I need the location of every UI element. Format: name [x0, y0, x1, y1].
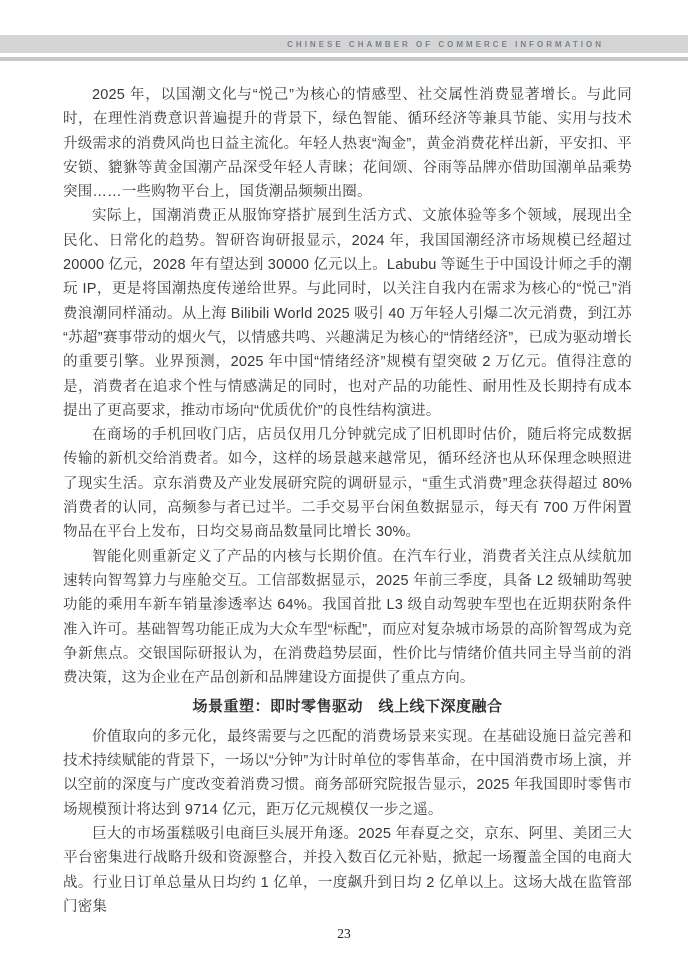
header-rule [0, 57, 688, 61]
article-body [63, 83, 632, 919]
paragraph: 实际上，国潮消费正从服饰穿搭扩展到生活方式、文旅体验等多个领域，展现出全民化、日常化的趋势。智研咨询研报显示，2024 年，我国国潮经济市场规模已经超过 20000 亿元，2028 年有望达到 30000 亿元以上。Labubu 等诞生于中国设计师之手的潮玩 IP，更是将国潮热度传递给世界。与此同时，以关注自我内在需求为核心的“悦己”消费浪潮同样涌动。从上海 Bilibili World 2025 吸引 40 万年轻人引爆二次元消费，到江苏“苏超”赛事带动的烟火气，以情感共鸣、兴趣满足为核心的“情绪经济”，已成为驱动增长的重要引擎。业界预测，2025 年中国“情绪经济”规模有望突破 2 万亿元。值得注意的是，消费者在追求个性与情感满足的同时，也对产品的功能性、耐用性及长期持有成本提出了更高要求，推动市场向“优质优价”的良性结构演进。 [63, 208, 632, 419]
page-number: 23 [337, 926, 351, 941]
header-bar [0, 35, 688, 53]
paragraph: 巨大的市场蛋糕吸引电商巨头展开角逐。2025 年春夏之交，京东、阿里、美团三大平台密集进行战略升级和资源整合，并投入数百亿元补贴，掀起一场覆盖全国的电商大战。行业日订单总量从日均约 1 亿单，一度飙升到日均 2 亿单以上。这场大战在监管部门密集 [63, 825, 632, 915]
paragraph: 价值取向的多元化，最终需要与之匹配的消费场景来实现。在基础设施日益完善和技术持续赋能的背景下，一场以“分钟”为计时单位的零售革命，在中国消费市场上演，并以空前的深度与广度改变着消费习惯。商务部研究院报告显示，2025 年我国即时零售市场规模预计将达到 9714 亿元，距万亿元规模仅一步之遥。 [63, 728, 632, 818]
paragraph: 在商场的手机回收门店，店员仅用几分钟就完成了旧机即时估价，随后将完成数据传输的新机交给消费者。如今，这样的场景越来越常见，循环经济也从环保理念映照进了现实生活。京东消费及产业发展研究院的调研显示，“重生式消费”理念获得超过 80% 消费者的认同，高频参与者已过半。二手交易平台闲鱼数据显示，每天有 700 万件闲置物品在平台上发布，日均交易商品数量同比增长 30%。 [63, 427, 632, 541]
paragraph: 2025 年，以国潮文化与“悦己”为核心的情感型、社交属性消费显著增长。与此同时，在理性消费意识普遍提升的背景下，绿色智能、循环经济等兼具节能、实用与技术升级需求的消费风尚也日益主流化。年轻人热衷“淘金”，黄金消费花样出新，平安扣、平安锁、貔貅等黄金国潮产品深受年轻人青睐；花间颂、谷雨等品牌亦借助国潮单品乘势突围……一些购物平台上，国货潮品频频出圈。 [63, 87, 632, 201]
section-heading: 场景重塑：即时零售驱动 线上线下深度融合 [192, 698, 503, 716]
paragraph: 智能化则重新定义了产品的内核与长期价值。在汽车行业，消费者关注点从续航加速转向智驾算力与座舱交互。工信部数据显示，2025 年前三季度，具备 L2 级辅助驾驶功能的乘用车新车销量渗透率达 64%。我国首批 L3 级自动驾驶车型也在近期获附条件准入许可。基础智驾功能正成为大众车型“标配”，而应对复杂城市场景的高阶智驾成为竞争新焦点。交银国际研报认为，在消费趋势层面，性价比与情绪价值共同主导当前的消费决策，这为企业在产品创新和品牌建设方面提供了重点方向。 [63, 548, 632, 687]
header-title: CHINESE CHAMBER OF COMMERCE INFORMATION [287, 39, 604, 49]
